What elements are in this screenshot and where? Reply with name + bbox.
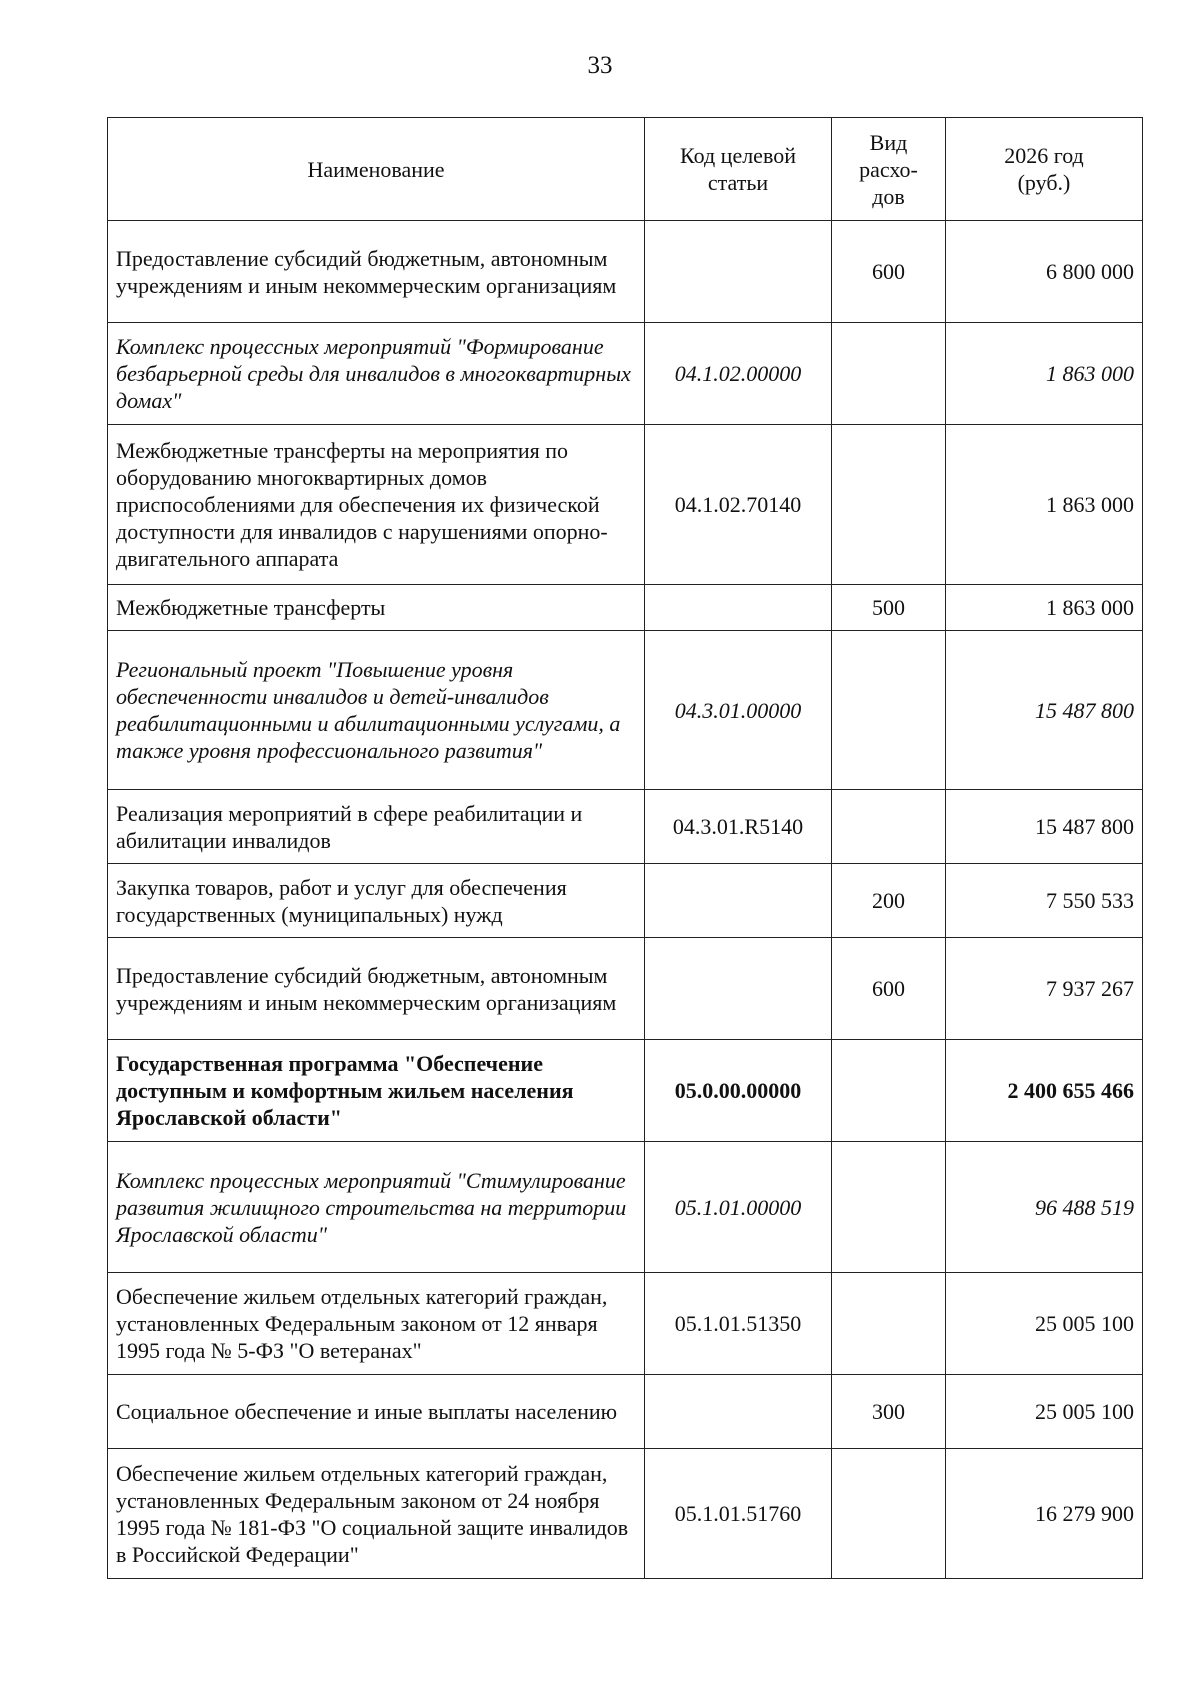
header-amount-line2: (руб.)	[1017, 170, 1071, 195]
cell-target-code: 04.1.02.70140	[645, 425, 832, 585]
budget-table	[107, 117, 1143, 1579]
cell-name: Закупка товаров, работ и услуг для обеспечения государственных (муниципальных) нужд	[108, 864, 645, 938]
cell-amount: 15 487 800	[946, 631, 1143, 790]
header-code-line2: статьи	[707, 170, 769, 195]
table-row	[108, 425, 1143, 585]
cell-target-code: 05.1.01.51760	[645, 1449, 832, 1579]
header-name	[108, 118, 645, 221]
cell-expense-type	[832, 790, 946, 864]
table-row	[108, 1375, 1143, 1449]
table-row	[108, 790, 1143, 864]
cell-name: Государственная программа "Обеспечение доступным и комфортным жильем населения Ярославской области"	[108, 1040, 645, 1142]
header-amount-2026	[946, 118, 1143, 221]
cell-amount: 1 863 000	[946, 585, 1143, 631]
cell-expense-type: 500	[832, 585, 946, 631]
cell-target-code: 04.3.01.R5140	[645, 790, 832, 864]
table-row	[108, 323, 1143, 425]
header-expense-type	[832, 118, 946, 221]
cell-expense-type	[832, 323, 946, 425]
header-amount-line1: 2026 год	[1004, 143, 1084, 168]
cell-name: Обеспечение жильем отдельных категорий граждан, установленных Федеральным законом от 24 ноября 1995 года № 181-ФЗ "О социальной защите инвалидов в Российской Федерации"	[108, 1449, 645, 1579]
cell-target-code	[645, 1375, 832, 1449]
cell-amount: 25 005 100	[946, 1273, 1143, 1375]
table-row	[108, 1273, 1143, 1375]
cell-expense-type: 600	[832, 938, 946, 1040]
cell-name: Региональный проект "Повышение уровня обеспеченности инвалидов и детей-инвалидов реабилитационными и абилитационными услугами, а также уровня профессионального развития"	[108, 631, 645, 790]
table-row	[108, 1449, 1143, 1579]
cell-name: Межбюджетные трансферты на мероприятия по оборудованию многоквартирных домов приспособлениями для обеспечения их физической доступности для инвалидов с нарушениями опорно-двигательного аппарата	[108, 425, 645, 585]
cell-amount: 25 005 100	[946, 1375, 1143, 1449]
header-name-text: Наименование	[307, 156, 445, 182]
cell-name: Реализация мероприятий в сфере реабилитации и абилитации инвалидов	[108, 790, 645, 864]
cell-expense-type	[832, 1449, 946, 1579]
cell-name: Социальное обеспечение и иные выплаты населению	[108, 1375, 645, 1449]
cell-amount: 1 863 000	[946, 323, 1143, 425]
cell-expense-type	[832, 1273, 946, 1375]
table-row	[108, 585, 1143, 631]
cell-target-code: 04.1.02.00000	[645, 323, 832, 425]
table-row	[108, 1142, 1143, 1273]
cell-expense-type	[832, 1040, 946, 1142]
table-row	[108, 1040, 1143, 1142]
table-row	[108, 221, 1143, 323]
table-row	[108, 631, 1143, 790]
cell-amount: 15 487 800	[946, 790, 1143, 864]
header-type-line1: Вид	[869, 129, 908, 155]
cell-amount: 1 863 000	[946, 425, 1143, 585]
cell-expense-type: 200	[832, 864, 946, 938]
cell-expense-type	[832, 631, 946, 790]
page-number: 33	[587, 52, 613, 79]
table-row	[108, 864, 1143, 938]
cell-target-code: 05.1.01.00000	[645, 1142, 832, 1273]
table-header-row	[108, 118, 1143, 221]
header-target-code	[645, 118, 832, 221]
cell-expense-type	[832, 1142, 946, 1273]
cell-expense-type: 600	[832, 221, 946, 323]
cell-amount: 16 279 900	[946, 1449, 1143, 1579]
cell-expense-type	[832, 425, 946, 585]
cell-name: Предоставление субсидий бюджетным, автономным учреждениям и иным некоммерческим организациям	[108, 938, 645, 1040]
cell-amount: 7 550 533	[946, 864, 1143, 938]
cell-name: Межбюджетные трансферты	[108, 585, 645, 631]
table-body	[108, 221, 1143, 1579]
table-row	[108, 938, 1143, 1040]
header-type-line3: дов	[872, 183, 905, 209]
cell-name: Обеспечение жильем отдельных категорий граждан, установленных Федеральным законом от 12 января 1995 года № 5-ФЗ "О ветеранах"	[108, 1273, 645, 1375]
cell-amount: 6 800 000	[946, 221, 1143, 323]
cell-target-code	[645, 938, 832, 1040]
cell-target-code	[645, 585, 832, 631]
cell-target-code	[645, 221, 832, 323]
cell-target-code: 05.1.01.51350	[645, 1273, 832, 1375]
cell-amount: 7 937 267	[946, 938, 1143, 1040]
cell-expense-type: 300	[832, 1375, 946, 1449]
cell-target-code: 04.3.01.00000	[645, 631, 832, 790]
cell-name: Комплекс процессных мероприятий "Стимулирование развития жилищного строительства на территории Ярославской области"	[108, 1142, 645, 1273]
header-code-line1: Код целевой	[680, 143, 796, 168]
cell-name: Комплекс процессных мероприятий "Формирование безбарьерной среды для инвалидов в многоквартирных домах"	[108, 323, 645, 425]
header-type-line2: расхо-	[859, 156, 918, 182]
cell-amount: 2 400 655 466	[946, 1040, 1143, 1142]
cell-amount: 96 488 519	[946, 1142, 1143, 1273]
cell-target-code: 05.0.00.00000	[645, 1040, 832, 1142]
cell-target-code	[645, 864, 832, 938]
cell-name: Предоставление субсидий бюджетным, автономным учреждениям и иным некоммерческим организациям	[108, 221, 645, 323]
